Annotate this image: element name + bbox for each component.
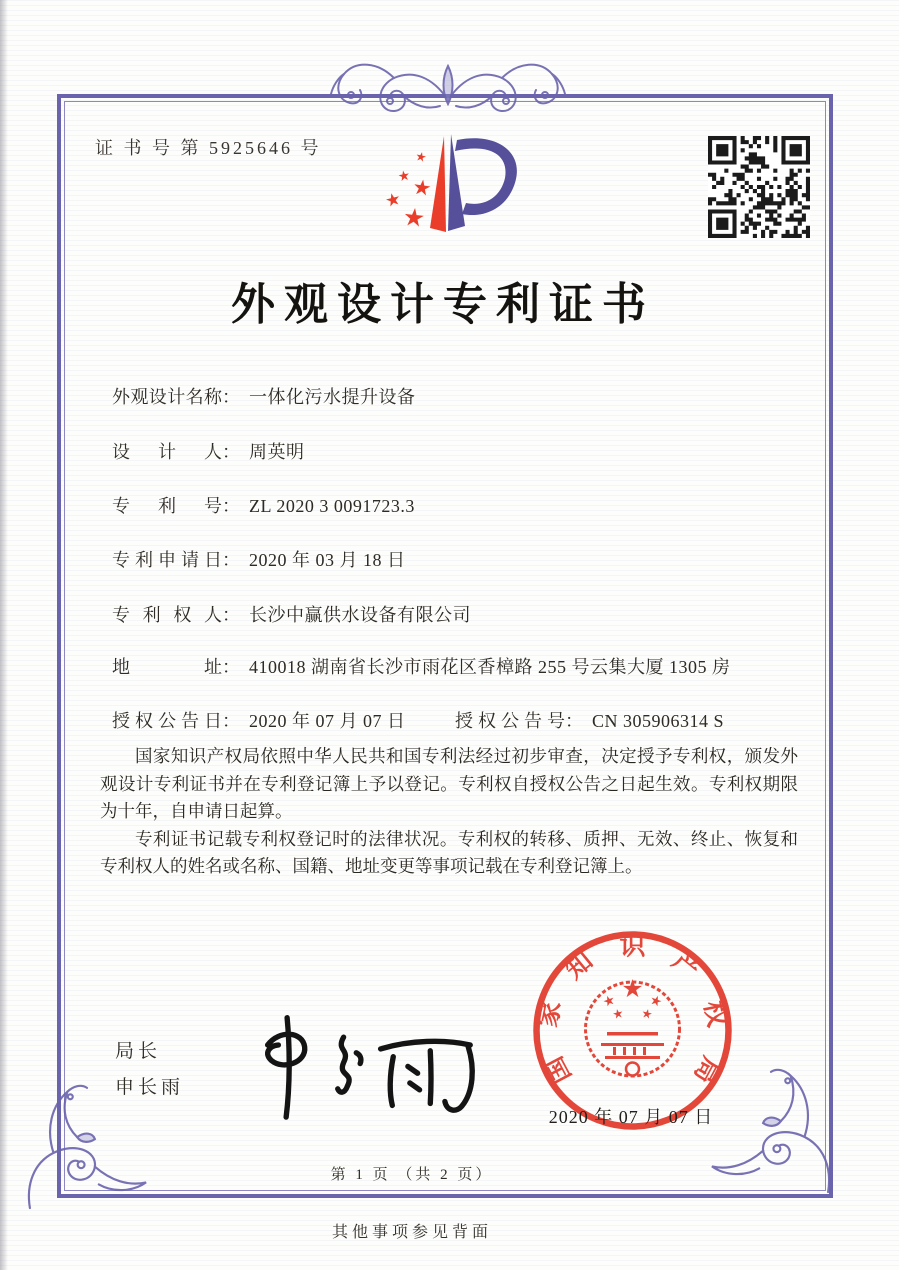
svg-text:家: 家 (532, 998, 567, 1030)
svg-text:国: 国 (538, 1051, 577, 1089)
svg-text:局: 局 (688, 1051, 727, 1089)
field-label: 设计人 (112, 442, 222, 462)
legal-paragraph-2: 专利证书记载专利权登记时的法律状况。专利权的转移、质押、无效、终止、恢复和专利权人的姓名或名称、国籍、地址变更等事项记载在专利登记簿上。 (100, 828, 798, 877)
director-name: 申长雨 (115, 1077, 185, 1098)
field-patentee (112, 601, 471, 627)
back-side-note: 其他事项参见背面 (331, 1224, 493, 1241)
field-value: 2020 年 07 月 07 日 (249, 711, 406, 731)
field-label: 外观设计名称 (112, 387, 222, 407)
svg-text:知: 知 (559, 945, 599, 985)
logo-stars-icon (385, 151, 431, 227)
field-colon: ： (222, 442, 240, 462)
field-label: 地址 (112, 657, 222, 677)
field-value: 一体化污水提升设备 (249, 387, 416, 407)
field-value: ZL 2020 3 0091723.3 (249, 496, 415, 516)
qr-code (708, 136, 810, 238)
field-label: 授权公告号 (455, 711, 565, 731)
field-label: 专利权人 (112, 605, 222, 625)
field-designer (112, 438, 305, 464)
field-grant-date (112, 707, 725, 733)
scan-edge-shadow (0, 0, 8, 1270)
field-label: 授权公告日 (112, 711, 222, 731)
certificate-number: 证 书 号 第 5925646 号 (95, 138, 322, 158)
field-value: 周英明 (249, 442, 305, 462)
field-value: 长沙中赢供水设备有限公司 (249, 605, 471, 625)
logo-red-wedge-icon (430, 136, 446, 232)
page-number: 第 1 页 （共 2 页） (330, 1167, 494, 1183)
field-value: CN 305906314 S (592, 711, 725, 731)
field-address (112, 653, 731, 679)
field-filing-date (112, 546, 406, 572)
field-design-name (112, 383, 416, 409)
field-colon: ： (222, 387, 240, 407)
certificate-title: 外观设计专利证书 (231, 280, 655, 329)
svg-text:识: 识 (619, 931, 646, 961)
logo-p-bowl-icon (455, 138, 517, 215)
field-colon: ： (222, 550, 240, 570)
seal-ring-text (533, 932, 732, 1089)
field-colon: ： (222, 496, 240, 516)
national-emblem-icon (586, 979, 680, 1076)
legal-text-block (100, 743, 798, 881)
field-colon: ： (565, 711, 583, 731)
field-colon: ： (222, 711, 240, 731)
field-value: 2020 年 03 月 18 日 (249, 550, 406, 570)
director-signature-icon (252, 1008, 480, 1120)
svg-text:产: 产 (666, 945, 706, 985)
field-colon: ： (222, 605, 240, 625)
legal-paragraph-1: 国家知识产权局依照中华人民共和国专利法经过初步审查，决定授予专利权，颁发外观设计专利证书并在专利登记簿上予以登记。专利权自授权公告之日起生效。专利权期限为十年，自申请日起算。 (100, 746, 798, 822)
director-title: 局长 (115, 1041, 162, 1062)
field-label: 专利申请日 (112, 550, 222, 570)
seal-date: 2020 年 07 月 07 日 (548, 1107, 714, 1127)
field-patent-number (112, 492, 415, 518)
field-grant-number (455, 707, 724, 733)
cnipa-logo-icon (362, 124, 560, 264)
field-colon: ： (222, 657, 240, 677)
field-label: 专利号 (112, 496, 222, 516)
border-corner-flourish-left-icon (24, 1082, 152, 1210)
svg-text:权: 权 (698, 998, 733, 1030)
field-value: 410018 湖南省长沙市雨花区香樟路 255 号云集大厦 1305 房 (249, 657, 731, 677)
